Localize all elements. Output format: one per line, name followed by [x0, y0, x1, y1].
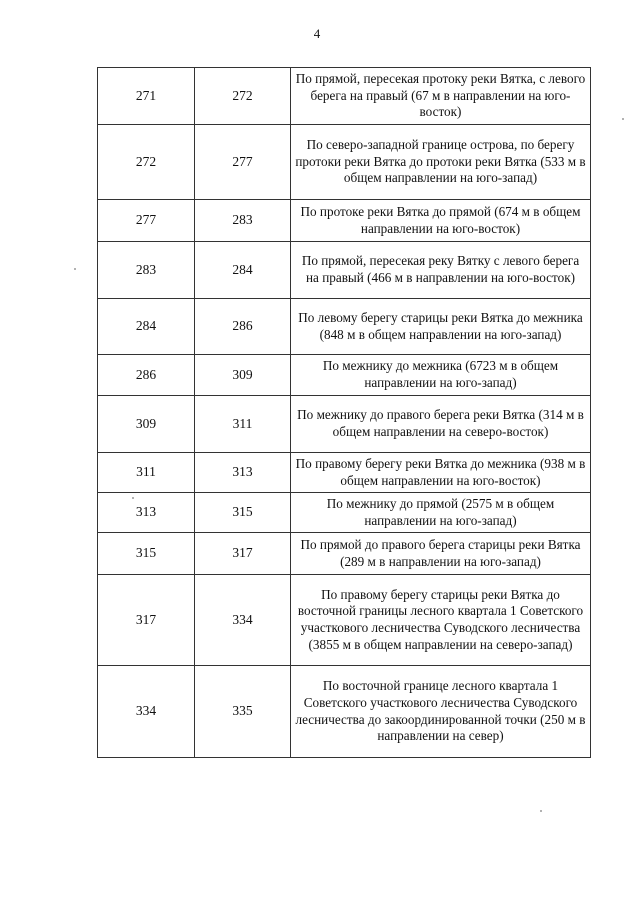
table-row	[98, 666, 591, 758]
table-row	[98, 355, 591, 396]
end-point-cell: 286	[195, 299, 291, 355]
start-point-cell: 317	[98, 575, 195, 666]
route-description-cell: По северо-западной границе острова, по берегу протоки реки Вятка до протоки реки Вятка (533 м в общем направлении на юго-запад)	[291, 125, 591, 200]
route-description-cell: По восточной границе лесного квартала 1 Советского участкового лесничества Суводского лесничества до закоординированной точки (250 м в направлении на север)	[291, 666, 591, 758]
end-point-cell: 311	[195, 396, 291, 453]
route-description-cell: По правому берегу старицы реки Вятка до восточной границы лесного квартала 1 Советского участкового лесничества Суводского лесничества (3855 м в общем направлении на северо-запад)	[291, 575, 591, 666]
end-point-cell: 313	[195, 453, 291, 493]
table-row	[98, 533, 591, 575]
start-point-cell: 315	[98, 533, 195, 575]
table-row	[98, 493, 591, 533]
table-row	[98, 396, 591, 453]
end-point-cell: 272	[195, 68, 291, 125]
table-row	[98, 299, 591, 355]
route-description-cell: По межнику до прямой (2575 м в общем направлении на юго-запад)	[291, 493, 591, 533]
route-description-cell: По прямой, пересекая реку Вятку с левого берега на правый (466 м в направлении на юго-восток)	[291, 242, 591, 299]
boundary-table	[97, 67, 591, 758]
route-description-cell: По правому берегу реки Вятка до межника (938 м в общем направлении на юго-восток)	[291, 453, 591, 493]
page-number: 4	[313, 26, 321, 41]
table-row	[98, 453, 591, 493]
table-row	[98, 575, 591, 666]
start-point-cell: 277	[98, 200, 195, 242]
start-point-cell: 309	[98, 396, 195, 453]
start-point-cell: 313	[98, 493, 195, 533]
route-description-cell: По левому берегу старицы реки Вятка до межника (848 м в общем направлении на юго-запад)	[291, 299, 591, 355]
start-point-cell: 284	[98, 299, 195, 355]
scan-speck	[540, 810, 542, 812]
scan-speck	[132, 497, 134, 499]
end-point-cell: 335	[195, 666, 291, 758]
scan-speck	[74, 268, 76, 270]
route-description-cell: По протоке реки Вятка до прямой (674 м в общем направлении на юго-восток)	[291, 200, 591, 242]
start-point-cell: 272	[98, 125, 195, 200]
end-point-cell: 315	[195, 493, 291, 533]
route-description-cell: По прямой, пересекая протоку реки Вятка, с левого берега на правый (67 м в направлении на юго-восток)	[291, 68, 591, 125]
table-row	[98, 200, 591, 242]
end-point-cell: 334	[195, 575, 291, 666]
table-row	[98, 242, 591, 299]
end-point-cell: 283	[195, 200, 291, 242]
end-point-cell: 317	[195, 533, 291, 575]
end-point-cell: 277	[195, 125, 291, 200]
table-row	[98, 125, 591, 200]
route-description-cell: По межнику до межника (6723 м в общем направлении на юго-запад)	[291, 355, 591, 396]
end-point-cell: 284	[195, 242, 291, 299]
end-point-cell: 309	[195, 355, 291, 396]
scan-speck	[622, 118, 624, 120]
start-point-cell: 283	[98, 242, 195, 299]
route-description-cell: По прямой до правого берега старицы реки Вятка (289 м в направлении на юго-запад)	[291, 533, 591, 575]
start-point-cell: 286	[98, 355, 195, 396]
start-point-cell: 334	[98, 666, 195, 758]
table-row	[98, 68, 591, 125]
start-point-cell: 311	[98, 453, 195, 493]
route-description-cell: По межнику до правого берега реки Вятка (314 м в общем направлении на северо-восток)	[291, 396, 591, 453]
start-point-cell: 271	[98, 68, 195, 125]
